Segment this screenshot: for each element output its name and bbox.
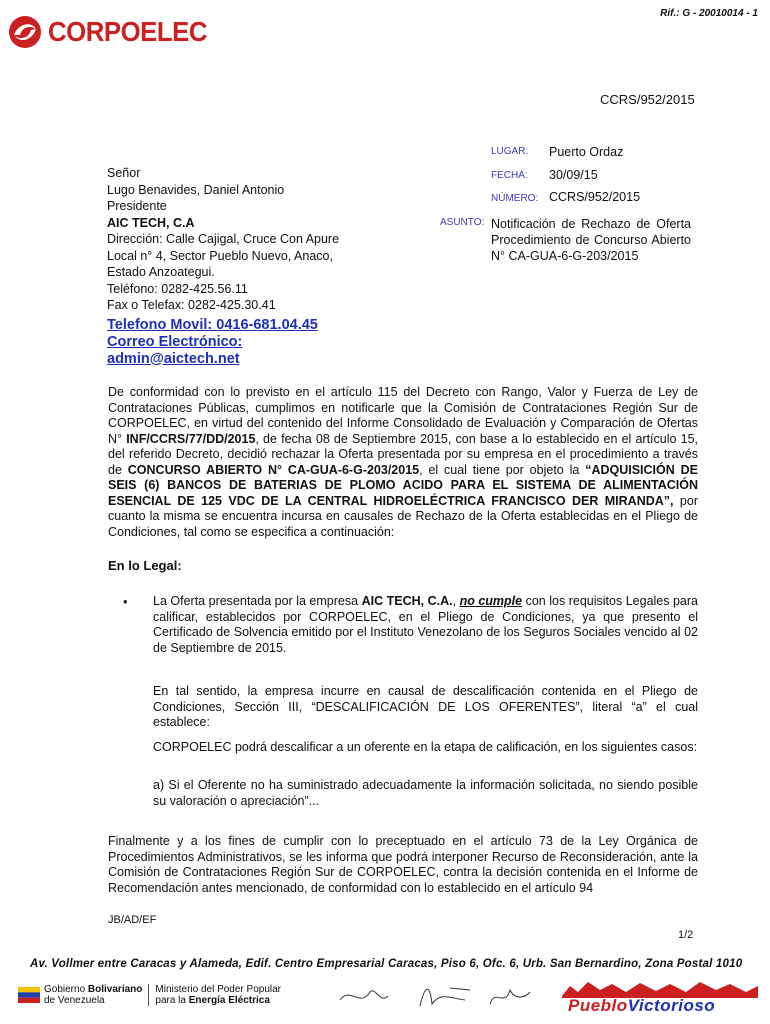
lugar-value: Puerto Ordaz xyxy=(549,145,624,159)
asunto-value: Notificación de Rechazo de Oferta Procedimiento de Concurso Abierto N° CA-GUA-6-G-203/2015 xyxy=(491,217,691,263)
recipient-role: Presidente xyxy=(107,199,167,213)
signatures xyxy=(330,978,540,1014)
recipient-company: AIC TECH, C.A xyxy=(107,215,195,230)
fecha-value: 30/09/15 xyxy=(549,168,598,182)
signature-2 xyxy=(420,988,470,1006)
meta-numero xyxy=(491,190,538,204)
initials: JB/AD/EF xyxy=(108,914,157,926)
recipient-address-3: Estado Anzoategui. xyxy=(107,265,215,279)
b1-text-e: con los requisitos Legales para calificar, establecidos por CORPOELEC, en el Pliego de Condiciones, ya que presento el Certificado de Solvencia emitido por el Instituto Venezolano de los Seguros Sociales vencido al 02 de Septiembre de 2015. xyxy=(153,594,699,655)
p1-report-number: INF/CCRS/77/DD/2015 xyxy=(126,431,256,446)
slogan-pueblo: Pueblo xyxy=(568,996,628,1015)
meta-lugar xyxy=(491,143,528,157)
email-label: Correo Electrónico: xyxy=(107,333,243,350)
body-paragraph-1 xyxy=(108,385,698,540)
recipient-phone: Teléfono: 0282-425.56.11 xyxy=(107,281,248,296)
numero-label: NÚMERO: xyxy=(491,193,539,204)
p1-text-e: , el cual tiene por objeto la xyxy=(419,462,580,477)
bullet-paragraph xyxy=(153,594,698,656)
body-paragraph-2: En tal sentido, la empresa incurre en causal de descalificación contenida en el Pliego de Condiciones, Sección III, “DESCALIFICACIÓN DE LOS OFERENTES”, literal “a” el cual establece: xyxy=(153,684,698,729)
gov-venezuela: de Venezuela xyxy=(44,995,105,1006)
brand-name: CORPOELEC xyxy=(48,16,208,47)
gov-separator xyxy=(148,984,149,1006)
signature-1 xyxy=(340,991,388,1000)
numero-value: CCRS/952/2015 xyxy=(549,190,641,204)
corpoelec-logo xyxy=(8,14,221,50)
salutation: Señor xyxy=(107,166,141,180)
body-paragraph-4: a) Si el Oferente no ha suministrado adecuadamente la información solicitada, no siendo posible su valoración o apreciación”... xyxy=(153,778,698,808)
bullet-marker: • xyxy=(123,594,128,609)
recipient-address-1: Dirección: Calle Cajigal, Cruce Con Apure xyxy=(107,232,340,246)
corpoelec-swirl-icon xyxy=(8,15,42,49)
body-paragraph-5: Finalmente y a los fines de cumplir con lo preceptuado en el artículo 73 de la Ley Orgánica de Procedimientos Administrativos, se les informa que podrá interponer Recurso de Reconsideración, ante la Comisión de Contrataciones Región Sur de CORPOELEC, contra la decisión contenida en el Informe de Recomendación antes mencionado, de conformidad con lo establecido en el artículo 94 xyxy=(108,834,698,895)
pueblo-victorioso-logo xyxy=(560,978,760,1014)
gov-para: para la xyxy=(155,995,186,1006)
venezuela-flag-icon xyxy=(18,987,40,1003)
p1-text-c: , de fecha 08 de Septiembre 2015, con base a lo establecido en el artículo 15, del referido Decreto, decidió rechazar la Oferta presentada por su empresa en el procedimiento a través de xyxy=(108,431,698,477)
lugar-label: LUGAR: xyxy=(491,146,529,157)
gov-text-2 xyxy=(155,984,281,1006)
gov-energia: Energía Eléctrica xyxy=(188,995,270,1006)
legal-heading: En lo Legal: xyxy=(108,558,182,573)
p1-text-a: De conformidad con lo previsto en el artículo 115 del Decreto con Rango, Valor y Fuerza de Ley de Contrataciones Públicas, cumplimos en notificarle que la Comisión de Contrataciones Región Sur de CORPOELEC, en virtud del contenido del Informe Consolidado de Evaluación y Comparación de Ofertas N° xyxy=(108,385,698,446)
p1-text-g: por cuanto la misma se encuentra incursa en causales de Rechazo de la Oferta establecidas en el Pliego de Condiciones, tal como se especifica a continuación: xyxy=(108,493,698,539)
b1-text-a: La Oferta presentada por la empresa xyxy=(153,594,359,608)
footer-address: Av. Vollmer entre Caracas y Alameda, Edif. Centro Empresarial Caracas, Piso 6, Ofc. 6, Urb. San Bernardino, Zona Postal 1010 xyxy=(30,958,743,970)
recipient-block xyxy=(107,165,339,368)
meta-asunto xyxy=(440,214,484,228)
body-paragraph-3: CORPOELEC podrá descalificar a un oferente en la etapa de calificación, en los siguientes casos: xyxy=(153,740,698,754)
recipient-email-link[interactable]: admin@aictech.net xyxy=(107,350,240,367)
asunto-label: ASUNTO: xyxy=(440,217,485,228)
meta-fecha xyxy=(491,167,528,181)
fecha-label: FECHA: xyxy=(491,170,528,181)
gov-text-1 xyxy=(44,984,142,1006)
page-number: 1/2 xyxy=(678,929,694,941)
gov-ministerio: Ministerio del Poder Popular xyxy=(155,984,282,995)
slogan-victorioso: Victorioso xyxy=(627,996,716,1015)
signature-3 xyxy=(490,990,530,1004)
p1-object: “ADQUISICIÓN DE SEIS (6) BANCOS DE BATERIAS DE PLOMO ACIDO PARA EL SISTEMA DE ALIMENTACIÓN ESENCIAL DE 125 VDC DE LA CENTRAL HIDROELÉCTRICA FRANCISCO DER MIRANDA”, xyxy=(108,462,698,508)
gov-gobierno: Gobierno xyxy=(44,984,86,995)
government-logo xyxy=(18,984,281,1006)
recipient-fax: Fax o Telefax: 0282-425.30.41 xyxy=(107,298,276,312)
gov-bolivariano: Bolivariano xyxy=(87,984,143,995)
b1-company: AIC TECH, C.A. xyxy=(361,594,453,608)
b1-comma: , xyxy=(452,594,457,608)
recipient-mobile: Telefono Movil: 0416-681.04.45 xyxy=(107,316,318,333)
document-reference: CCRS/952/2015 xyxy=(600,92,695,107)
b1-no-cumple: no cumple xyxy=(459,594,523,608)
rif-number: Rif.: G - 20010014 - 1 xyxy=(660,8,758,19)
p1-tender-number: CONCURSO ABIERTO N° CA-GUA-6-G-203/2015 xyxy=(127,462,420,477)
crowd-silhouette-icon xyxy=(560,978,760,998)
recipient-address-2: Local n° 4, Sector Pueblo Nuevo, Anaco, xyxy=(107,248,333,263)
recipient-name: Lugo Benavides, Daniel Antonio xyxy=(107,182,285,197)
